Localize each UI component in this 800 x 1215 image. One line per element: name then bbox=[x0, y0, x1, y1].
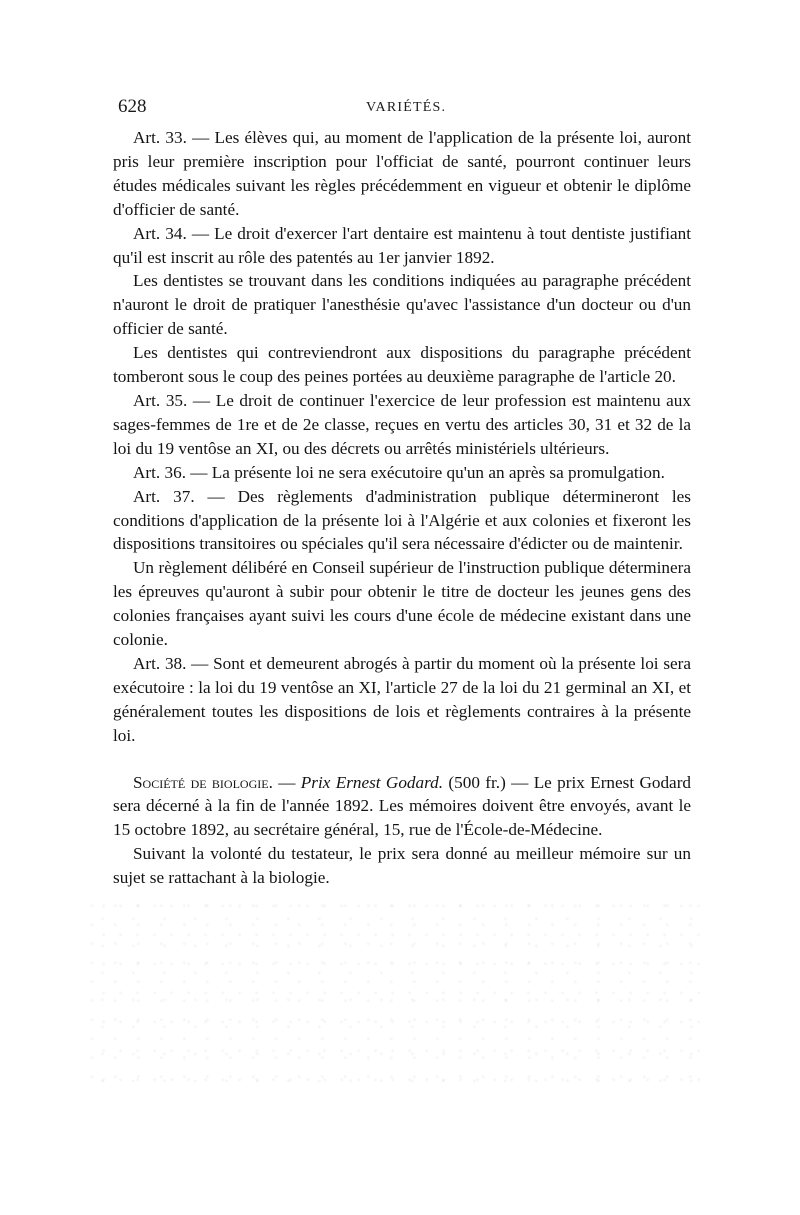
article-33-paragraph: Art. 33. — Les élèves qui, au moment de l'application de la présente loi, auront pris leur première inscription pour l'officiat de santé, pourront continuer leurs études médicales suivant les règles précédemment en vigueur et obtenir le diplôme d'officier de santé. bbox=[113, 128, 691, 219]
section-spacer bbox=[113, 748, 691, 771]
article-36-paragraph: Art. 36. — La présente loi ne sera exécutoire qu'un an après sa promulgation. bbox=[133, 462, 665, 482]
article-38-paragraph: Art. 38. — Sont et demeurent abrogés à partir du moment où la présente loi sera exécutoire : la loi du 19 ventôse an XI, l'article 27 de la loi du 21 germinal an XI, et généralement toutes les dispositions de lois et règlements contraires à la présente loi. bbox=[113, 653, 691, 745]
dentists-anesthesia-paragraph: Les dentistes se trouvant dans les conditions indiquées au paragraphe précédent n'auront le droit de pratiquer l'anesthésie qu'avec l'assistance d'un docteur ou d'un officier de santé. bbox=[113, 271, 691, 339]
article-34-paragraph: Art. 34. — Le droit d'exercer l'art dentaire est maintenu à tout dentiste justifiant qu'il est inscrit au rôle des patentés au 1er janvier 1892. bbox=[113, 223, 691, 267]
society-notice-paragraph bbox=[113, 771, 691, 843]
document-body bbox=[113, 126, 691, 890]
article-35-paragraph: Art. 35. — Le droit de continuer l'exercice de leur profession est maintenu aux sages-femmes de 1re et de 2e classe, reçues en vertu des articles 30, 31 et 32 de la loi du 19 ventôse an XI, ou des décrets ou arrêtés ministériels ultérieurs. bbox=[113, 390, 691, 458]
paper-texture bbox=[90, 900, 710, 1090]
testator-paragraph: Suivant la volonté du testateur, le prix sera donné au meilleur mémoire sur un sujet se rattachant à la biologie. bbox=[113, 844, 691, 888]
notice-dash: — bbox=[272, 772, 301, 792]
page-header bbox=[118, 96, 688, 122]
prize-description: (500 fr.) — Le prix Ernest Godard sera décerné à la fin de l'année 1892. Les mémoires doivent être envoyés, avant le 15 octobre 1892, au secrétaire général, 15, rue de l'École-de-Médecine. bbox=[113, 772, 692, 840]
running-title: VARIÉTÉS. bbox=[366, 100, 447, 115]
colonies-regulation-paragraph: Un règlement délibéré en Conseil supérieur de l'instruction publique déterminera les épreuves qu'auront à subir pour obtenir le titre de docteur les jeunes gens des colonies françaises ayant suivi les cours d'une école de médecine existant dans une colonie. bbox=[113, 558, 691, 650]
article-37-paragraph: Art. 37. — Des règlements d'administration publique détermineront les conditions d'application de la présente loi à l'Algérie et aux colonies et fixeront les dispositions transitoires ou spéciales qu'il sera nécessaire d'édicter ou de maintenir. bbox=[113, 486, 691, 554]
page-number: 628 bbox=[118, 96, 147, 117]
prize-title: Prix Ernest Godard. bbox=[300, 772, 444, 792]
society-name: Société de biologie. bbox=[133, 772, 273, 792]
dentists-penalties-paragraph: Les dentistes qui contreviendront aux dispositions du paragraphe précédent tomberont sous le coup des peines portées au deuxième paragraphe de l'article 20. bbox=[113, 343, 691, 387]
